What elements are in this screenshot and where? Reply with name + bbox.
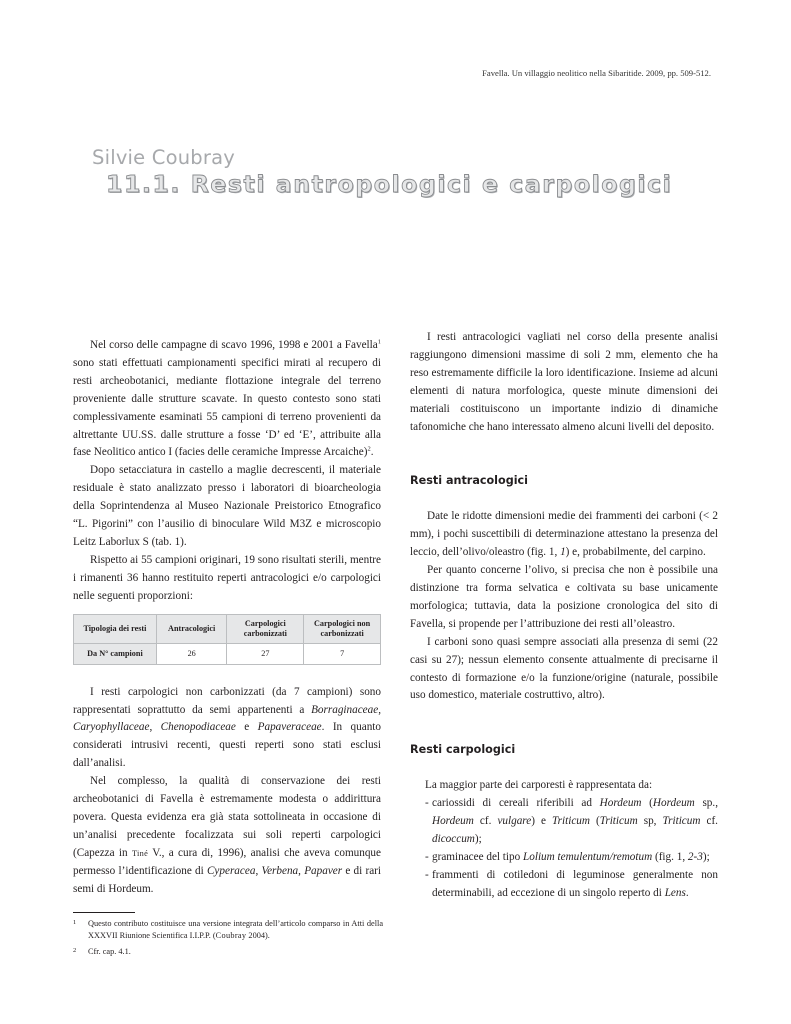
footnote-divider	[73, 912, 135, 913]
paragraph: Nel corso delle campagne di scavo 1996, 1998 e 2001 a Favella$^1$ sono stati effettuati campionamenti specifici mirati al recupero di resti archeobotanici, mediante flottazione integrale del terreno proveniente dalle strutture scavate. In questo contesto sono stati complessivamente esaminati 55 campioni di terreno provenienti da altrettante UU.SS. dalle strutture a fosse ‘D’ ed ‘E’, attribuite alla fase Neolitico antico I (facies delle ceramiche Impresse Arcaiche)$^2$.	[73, 338, 381, 459]
paragraph: Date le ridotte dimensioni medie dei frammenti dei carboni (< 2 mm), i pochi suscettibili di determinazione attestano la presenza del leccio, dell’olivo/oleastro (fig. 1, 1) e, probabilmente, del carpino.	[410, 510, 718, 559]
table-cell: 7	[304, 643, 381, 664]
table-header-row	[74, 614, 381, 643]
table-row	[74, 643, 381, 664]
paragraph: I resti antracologici vagliati nel corso della presente analisi raggiungono dimensioni massime di soli 2 mm, elemento che ha reso estremamente difficile la loro identificazione. Insieme ad alcuni elementi di natura morfologica, queste minute dimensioni dei materiali costituiscono un importante indizio di dinamiche tafonomiche che hano interessato almeno alcuni livelli del deposito.	[410, 331, 718, 433]
table-cell: 26	[156, 643, 227, 664]
paragraph: Per quanto concerne l’olivo, si precisa che non è possibile una distinzione tra forma selvatica e coltivata su base unicamente morfologica; tuttavia, data la posizione cronologica del sito di Favella, si propende per l’attribuzione dei resti all’oleastro.	[410, 564, 718, 630]
footnote-ref[interactable]: 1	[377, 338, 381, 346]
right-column	[410, 329, 718, 903]
paragraph: I resti carpologici non carbonizzati (da 7 campioni) sono rappresentati soprattutto da semi appartenenti a Borraginaceae, Caryophyllaceae, Chenopodiaceae e Papaveraceae. In quanto considerati intrusivi recenti, questi reperti sono stati esclusi dall’analisi.	[73, 685, 382, 770]
running-head: Favella. Un villaggio neolitico nella Sibaritide. 2009, pp. 509-512.	[482, 68, 711, 78]
table-header: Tipologia dei resti	[74, 614, 157, 643]
left-column	[73, 337, 381, 898]
footnote-ref[interactable]: 2	[367, 445, 371, 453]
footnote: 2 Cfr. cap. 4.1.	[73, 946, 131, 956]
table-header: Antracologici	[156, 614, 227, 643]
samples-table	[73, 614, 381, 665]
table-cell: 27	[227, 643, 304, 664]
paragraph: Rispetto ai 55 campioni originari, 19 sono risultati sterili, mentre i rimanenti 36 hanno restituito reperti antracologici e/o carpologici nelle seguenti proporzioni:	[73, 553, 381, 602]
paragraph: I carboni sono quasi sempre associati alla presenza di semi (22 casi su 27); nessun elemento consente attualmente di precisarne il contesto di formazione e/o la funzione/origine (naturale, possibile uso domestico, materiale costruttivo, altro).	[410, 635, 718, 702]
carporesti-list	[410, 795, 718, 902]
section-heading: Resti antracologici	[410, 474, 529, 488]
table-header: Carpologici carbonizzati	[227, 614, 304, 643]
paragraph: La maggior parte dei carporesti è rappresentata da:	[425, 779, 653, 792]
author-name: Silvie Coubray	[92, 146, 235, 169]
footnotes	[73, 918, 383, 961]
list-item: - cariossidi di cereali riferibili ad Hordeum (Hordeum sp., Hordeum cf. vulgare) e Triticum (Triticum sp, Triticum cf. dicoccum);	[425, 797, 718, 845]
paragraph: Nel complesso, la qualità di conservazione dei resti archeobotanici di Favella è estremamente modesta o addirittura povera. Questa evidenza era già stata sottolineata in occasione di un’analisi precedente focalizzata sui soli reperti carpologici (Capezza in Tiné V., a cura di, 1996), analisi che aveva comunque permesso l’identificazione di Cyperacea, Verbena, Papaver e di rari semi di Hordeum.	[73, 775, 382, 895]
chapter-title: 11.1. Resti antropologici e carpologici	[106, 170, 673, 198]
paragraph: Dopo setacciatura in castello a maglie decrescenti, il materiale residuale è stato analizzato presso i laboratori di bioarcheologia della Soprintendenza al Museo Nazionale Preistorico Etnografico “L. Pigorini” con l’ausilio di binoculare Wild M3Z e microscopio Leitz Laborlux S (tab. 1).	[73, 464, 381, 548]
list-item: - graminacee del tipo Lolium temulentum/remotum (fig. 1, 2-3);	[425, 850, 710, 863]
section-heading: Resti carpologici	[410, 743, 516, 757]
list-item: - frammenti di cotiledoni di leguminose generalmente non determinabili, ad eccezione di un singolo reperto di Lens.	[425, 868, 718, 899]
table-row-label: Da N° campioni	[74, 643, 157, 664]
footnote: 1 Questo contributo costituisce una versione integrata dell’articolo comparso in Atti della XXXVII Riunione Scientifica I.I.P.P. (Coubray 2004).	[73, 919, 383, 941]
table-header: Carpologici non carbonizzati	[304, 614, 381, 643]
